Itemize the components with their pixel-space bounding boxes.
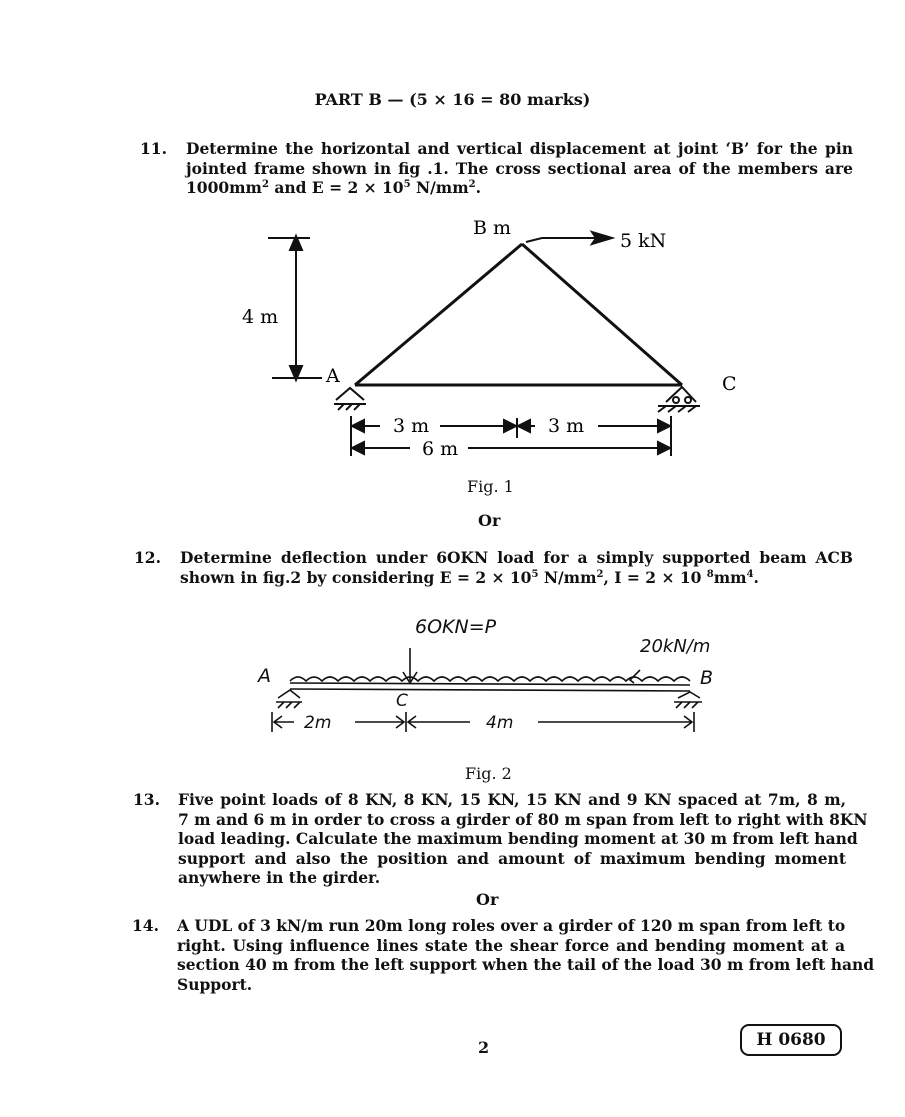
question-number: 14. <box>132 916 159 935</box>
figure-2-caption: Fig. 2 <box>465 764 512 783</box>
question-11 <box>140 139 855 199</box>
text-line: anywhere in the girder. <box>178 868 381 887</box>
support-a <box>276 690 302 708</box>
question-12 <box>134 548 856 590</box>
support-b <box>674 692 702 708</box>
text-line: $1000mm^2$ and $E = 2 \times 10^5$ $N/mm^2$. <box>186 178 481 197</box>
text-line: shown in fig.2 by considering $E = 2 \times 10^5$ $N/mm^2$, I = 2 × 10 $^8mm^4$. <box>180 567 759 587</box>
dim-right-label: 4m <box>486 713 514 733</box>
label-a: A <box>258 665 271 687</box>
question-text <box>186 139 853 198</box>
dim-total-label: 6 m <box>422 438 459 460</box>
text-line: A UDL of 3 kN/m run 20m long roles over a girder of 120 m span from left to <box>177 916 846 935</box>
text-line: load leading. Calculate the maximum bending moment at 30 m from left hand <box>178 829 858 848</box>
question-13 <box>133 790 868 890</box>
question-text <box>177 916 875 994</box>
or-separator: Or <box>476 890 499 909</box>
support-a <box>334 388 366 404</box>
figure-2-beam <box>250 608 730 743</box>
load-label: 5 kN <box>620 230 667 252</box>
height-label: 4 m <box>242 306 279 328</box>
figure-1-caption: Fig. 1 <box>467 477 514 496</box>
text-line: jointed frame shown in fig .1. The cross sectional area of the members are <box>186 158 853 178</box>
member-ab <box>355 244 522 385</box>
load-arrow <box>526 238 595 242</box>
question-number: 12. <box>134 548 161 567</box>
label-c: C <box>722 373 737 395</box>
dim-left-label: 2m <box>304 713 332 733</box>
paper-code-badge: H 0680 <box>740 1024 842 1056</box>
label-c: C <box>396 691 408 711</box>
question-text <box>178 790 868 888</box>
support-c <box>658 387 700 406</box>
page-number: 2 <box>478 1038 490 1057</box>
arrow-head <box>592 232 612 244</box>
question-14 <box>132 916 875 996</box>
member-bc <box>522 244 682 385</box>
point-load-label: 6OKN=P <box>415 616 497 638</box>
dim-right-label: 3 m <box>548 415 585 437</box>
udl-label: 20kN/m <box>640 636 711 657</box>
question-number: 11. <box>140 139 167 158</box>
text-line: section 40 m from the left support when the tail of the load 30 m from left hand <box>177 955 875 974</box>
beam-bottom <box>290 689 690 691</box>
question-number: 13. <box>133 790 160 809</box>
question-text <box>180 548 853 587</box>
text-line: Determine the horizontal and vertical displacement at joint ‘B’ for the pin <box>186 139 853 158</box>
part-heading: PART B — (5 × 16 = 80 marks) <box>314 90 591 109</box>
text-line: 7 m and 6 m in order to cross a girder of 80 m span from left to right with 8KN <box>178 809 868 829</box>
figure-1-truss <box>230 210 750 460</box>
text-line: right. Using influence lines state the shear force and bending moment at a <box>177 935 845 955</box>
label-b: B m <box>473 217 512 239</box>
beam-top <box>290 683 690 685</box>
text-line: Support. <box>177 974 253 994</box>
text-line: Determine deflection under 6OKN load for a simply supported beam ACB <box>180 548 853 567</box>
label-b: B <box>700 667 714 689</box>
dim-left-label: 3 m <box>393 415 430 437</box>
text-line: support and also the position and amount of maximum bending moment <box>178 848 846 868</box>
or-separator: Or <box>478 511 501 530</box>
text-line: Five point loads of 8 KN, 8 KN, 15 KN, 15 KN and 9 KN spaced at 7m, 8 m, <box>178 790 846 809</box>
label-a: A <box>326 365 340 387</box>
